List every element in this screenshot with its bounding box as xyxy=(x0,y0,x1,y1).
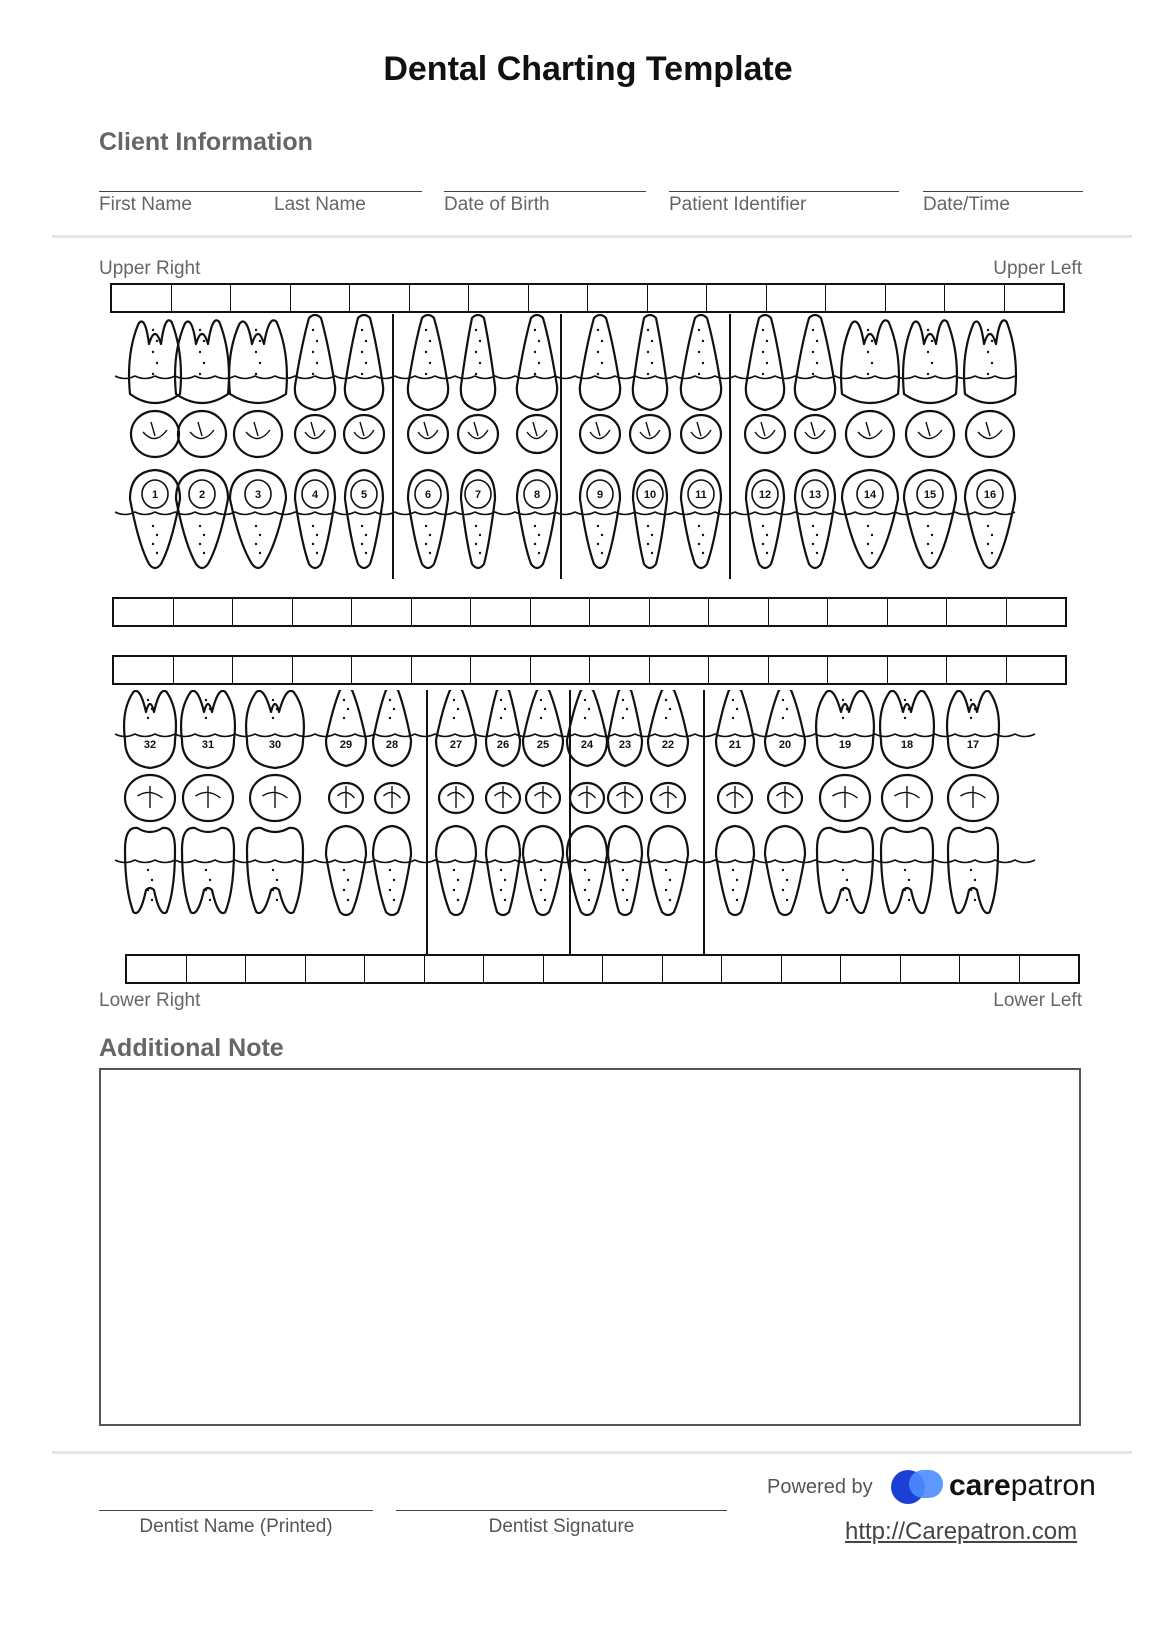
dentist-name-line[interactable] xyxy=(99,1510,373,1511)
tooth-numbered xyxy=(842,470,898,568)
upper-occlusal-row xyxy=(131,411,1014,457)
tooth-numbered xyxy=(746,470,784,568)
chart-cell[interactable] xyxy=(1007,657,1066,683)
tooth-root-view xyxy=(461,315,495,410)
lower-right-label: Lower Right xyxy=(99,990,201,1011)
tooth-number-label: 7 xyxy=(474,489,482,501)
chart-cell[interactable] xyxy=(484,956,544,982)
chart-cell[interactable] xyxy=(114,599,174,625)
tooth-numbered xyxy=(124,691,176,768)
additional-note-box[interactable] xyxy=(99,1068,1081,1426)
dentist-name-label: Dentist Name (Printed) xyxy=(139,1516,333,1537)
chart-cell[interactable] xyxy=(767,285,827,311)
chart-cell[interactable] xyxy=(888,599,948,625)
tooth-number-label: 4 xyxy=(311,489,319,501)
gum-line xyxy=(115,512,1015,515)
tooth-root-view xyxy=(345,315,383,410)
tooth-root-view xyxy=(373,826,411,915)
tooth-occlusal-view xyxy=(375,783,409,813)
tooth-number-label: 2 xyxy=(198,489,206,501)
tooth-numbered xyxy=(176,470,228,568)
carepatron-wordmark xyxy=(949,1469,1096,1503)
patient-id-field-line[interactable] xyxy=(669,191,899,192)
tooth-numbered xyxy=(567,690,607,766)
tooth-number-label: 27 xyxy=(449,739,463,751)
tooth-number-label: 28 xyxy=(385,739,399,751)
tooth-occlusal-view xyxy=(329,783,363,813)
chart-cell[interactable] xyxy=(707,285,767,311)
tooth-occlusal-view xyxy=(458,415,498,453)
last-name-label: Last Name xyxy=(274,194,366,215)
tooth-root-view xyxy=(523,826,563,915)
tooth-numbered xyxy=(580,470,620,568)
tooth-number-label: 19 xyxy=(838,739,852,751)
tooth-number-label: 22 xyxy=(661,739,675,751)
tooth-numbered xyxy=(246,691,304,768)
tooth-numbered xyxy=(880,691,934,768)
tooth-root-view xyxy=(229,320,287,403)
tooth-occlusal-view xyxy=(570,783,604,813)
chart-cell[interactable] xyxy=(826,285,886,311)
chart-cell[interactable] xyxy=(246,956,306,982)
tooth-root-view xyxy=(716,826,754,915)
tooth-occlusal-view xyxy=(439,783,473,813)
tooth-root-view xyxy=(817,828,873,913)
dentist-signature-label: Dentist Signature xyxy=(488,1516,635,1537)
tooth-root-view xyxy=(648,826,688,915)
tooth-occlusal-view xyxy=(250,775,300,821)
tooth-occlusal-view xyxy=(630,415,670,453)
chart-cell[interactable] xyxy=(603,956,663,982)
chart-cell[interactable] xyxy=(352,599,412,625)
tooth-numbered xyxy=(795,470,835,568)
chart-cell[interactable] xyxy=(172,285,232,311)
chart-cell[interactable] xyxy=(650,599,710,625)
lower-occlusal-row xyxy=(125,775,998,821)
tooth-occlusal-view xyxy=(526,783,560,813)
datetime-label: Date/Time xyxy=(923,194,1010,215)
chart-cell[interactable] xyxy=(888,657,948,683)
tooth-root-view xyxy=(948,828,998,913)
tooth-number-label: 8 xyxy=(533,489,541,501)
chart-cell[interactable] xyxy=(410,285,470,311)
tooth-root-view xyxy=(125,828,175,913)
tooth-root-view xyxy=(486,826,520,915)
tooth-occlusal-view xyxy=(178,411,226,457)
tooth-root-view xyxy=(326,826,366,915)
lower-root-row xyxy=(115,826,1035,915)
chart-cell[interactable] xyxy=(471,599,531,625)
chart-cell[interactable] xyxy=(350,285,410,311)
additional-note-heading: Additional Note xyxy=(99,1034,284,1062)
tooth-numbered xyxy=(633,470,667,568)
chart-cell[interactable] xyxy=(769,657,829,683)
tooth-number-label: 17 xyxy=(966,739,980,751)
chart-cell[interactable] xyxy=(187,956,247,982)
tooth-root-view xyxy=(964,320,1016,403)
upper-buccal-row[interactable] xyxy=(110,283,1065,313)
chart-cell[interactable] xyxy=(590,599,650,625)
chart-cell[interactable] xyxy=(590,657,650,683)
tooth-root-view xyxy=(795,315,835,410)
chart-cell[interactable] xyxy=(648,285,708,311)
lower-numbered-row xyxy=(115,690,1035,768)
tooth-numbered xyxy=(486,690,520,766)
tooth-occlusal-view xyxy=(408,415,448,453)
chart-cell[interactable] xyxy=(1007,599,1066,625)
tooth-number-label: 30 xyxy=(268,739,282,751)
tooth-numbered xyxy=(517,470,557,568)
tooth-number-label: 24 xyxy=(580,739,594,751)
chart-cell[interactable] xyxy=(112,285,172,311)
tooth-root-view xyxy=(295,315,335,410)
tooth-occlusal-view xyxy=(948,775,998,821)
lower-buccal-row[interactable] xyxy=(125,954,1080,984)
upper-right-label: Upper Right xyxy=(99,258,201,279)
chart-cell[interactable] xyxy=(901,956,961,982)
chart-cell[interactable] xyxy=(174,599,234,625)
chart-cell[interactable] xyxy=(293,599,353,625)
tooth-number-label: 16 xyxy=(983,489,997,501)
chart-cell[interactable] xyxy=(352,657,412,683)
tooth-number-label: 31 xyxy=(201,739,215,751)
chart-cell[interactable] xyxy=(174,657,234,683)
chart-cell[interactable] xyxy=(1020,956,1079,982)
tooth-numbered xyxy=(947,691,999,768)
tooth-occlusal-view xyxy=(846,411,894,457)
datetime-field-line[interactable] xyxy=(923,191,1083,192)
powered-by-label: Powered by xyxy=(767,1476,873,1498)
tooth-numbered xyxy=(608,690,642,766)
chart-cell[interactable] xyxy=(588,285,648,311)
tooth-occlusal-view xyxy=(295,415,335,453)
chart-cell[interactable] xyxy=(828,657,888,683)
carepatron-logo-icon xyxy=(891,1468,945,1506)
tooth-occlusal-view xyxy=(768,783,802,813)
tooth-number-label: 23 xyxy=(618,739,632,751)
section-divider xyxy=(52,235,1132,238)
brand-bold: care xyxy=(949,1469,1011,1502)
quadrant-dividers xyxy=(427,690,704,955)
tooth-number-label: 11 xyxy=(695,489,707,501)
tooth-numbered xyxy=(436,690,476,766)
chart-cell[interactable] xyxy=(425,956,485,982)
tooth-occlusal-view xyxy=(517,415,557,453)
brand-rest: patron xyxy=(1010,1469,1096,1502)
chart-cell[interactable] xyxy=(469,285,529,311)
name-field-line[interactable] xyxy=(99,191,422,192)
chart-cell[interactable] xyxy=(531,657,591,683)
tooth-root-view xyxy=(580,315,620,410)
chart-cell[interactable] xyxy=(471,657,531,683)
chart-cell[interactable] xyxy=(233,657,293,683)
tooth-occlusal-view xyxy=(795,415,835,453)
tooth-numbered xyxy=(904,470,956,568)
tooth-occlusal-view xyxy=(486,783,520,813)
tooth-occlusal-view xyxy=(681,415,721,453)
upper-teeth-diagram xyxy=(110,314,1060,594)
tooth-numbered xyxy=(230,470,286,568)
tooth-root-view xyxy=(841,320,899,403)
tooth-occlusal-view xyxy=(580,415,620,453)
tooth-occlusal-view xyxy=(906,411,954,457)
tooth-number-label: 12 xyxy=(758,489,772,501)
tooth-numbered xyxy=(648,690,688,766)
tooth-number-label: 6 xyxy=(424,489,432,501)
tooth-numbered xyxy=(130,470,180,568)
tooth-numbered xyxy=(345,470,383,568)
tooth-occlusal-view xyxy=(651,783,685,813)
chart-cell[interactable] xyxy=(709,599,769,625)
tooth-numbered xyxy=(461,470,495,568)
chart-cell[interactable] xyxy=(782,956,842,982)
patient-id-label: Patient Identifier xyxy=(669,194,807,215)
dob-label: Date of Birth xyxy=(444,194,550,215)
chart-cell[interactable] xyxy=(947,657,1007,683)
chart-cell[interactable] xyxy=(233,599,293,625)
tooth-root-view xyxy=(517,315,557,410)
page-title: Dental Charting Template xyxy=(383,50,793,88)
chart-cell[interactable] xyxy=(841,956,901,982)
tooth-numbered xyxy=(295,470,335,568)
chart-cell[interactable] xyxy=(412,599,472,625)
gum-line xyxy=(115,860,1035,863)
tooth-root-view xyxy=(129,320,181,403)
tooth-root-view xyxy=(608,826,642,915)
chart-cell[interactable] xyxy=(531,599,591,625)
tooth-numbered xyxy=(816,691,874,768)
chart-cell[interactable] xyxy=(1005,285,1064,311)
tooth-number-label: 14 xyxy=(863,489,877,501)
lower-teeth-diagram xyxy=(110,690,1070,955)
upper-root-row xyxy=(115,315,1016,410)
tooth-numbered xyxy=(408,470,448,568)
dentist-signature-line[interactable] xyxy=(396,1510,727,1511)
chart-cell[interactable] xyxy=(365,956,425,982)
first-name-label: First Name xyxy=(99,194,192,215)
tooth-numbered xyxy=(181,691,235,768)
tooth-number-label: 21 xyxy=(728,739,742,751)
tooth-root-view xyxy=(903,320,957,403)
tooth-root-view xyxy=(567,826,607,915)
tooth-number-label: 26 xyxy=(496,739,510,751)
chart-cell[interactable] xyxy=(960,956,1020,982)
chart-cell[interactable] xyxy=(529,285,589,311)
tooth-number-label: 15 xyxy=(923,489,937,501)
tooth-number-label: 10 xyxy=(643,489,657,501)
tooth-root-view xyxy=(746,315,784,410)
upper-numbered-row xyxy=(115,470,1015,568)
tooth-number-label: 18 xyxy=(900,739,914,751)
gum-line xyxy=(115,734,1035,737)
chart-cell[interactable] xyxy=(231,285,291,311)
dob-field-line[interactable] xyxy=(444,191,646,192)
carepatron-link[interactable]: http://Carepatron.com xyxy=(845,1518,1078,1545)
tooth-numbered xyxy=(716,690,754,766)
tooth-numbered xyxy=(523,690,563,766)
tooth-numbered xyxy=(965,470,1015,568)
tooth-root-view xyxy=(247,828,303,913)
tooth-occlusal-view xyxy=(183,775,233,821)
tooth-occlusal-view xyxy=(344,415,384,453)
chart-cell[interactable] xyxy=(663,956,723,982)
chart-cell[interactable] xyxy=(291,285,351,311)
tooth-number-label: 9 xyxy=(596,489,604,501)
tooth-root-view xyxy=(175,320,229,403)
chart-cell[interactable] xyxy=(722,956,782,982)
chart-cell[interactable] xyxy=(828,599,888,625)
tooth-root-view xyxy=(408,315,448,410)
chart-cell[interactable] xyxy=(947,599,1007,625)
tooth-number-label: 1 xyxy=(151,489,159,501)
tooth-occlusal-view xyxy=(745,415,785,453)
tooth-numbered xyxy=(681,470,721,568)
lower-left-label: Lower Left xyxy=(993,990,1082,1011)
tooth-root-view xyxy=(182,828,234,913)
tooth-root-view xyxy=(681,315,721,410)
footer-divider xyxy=(52,1451,1132,1454)
chart-cell[interactable] xyxy=(293,657,353,683)
gum-line xyxy=(115,376,1015,379)
tooth-occlusal-view xyxy=(882,775,932,821)
chart-cell[interactable] xyxy=(886,285,946,311)
tooth-number-label: 20 xyxy=(778,739,792,751)
chart-cell[interactable] xyxy=(709,657,769,683)
tooth-number-label: 13 xyxy=(808,489,822,501)
tooth-numbered xyxy=(326,690,366,766)
tooth-occlusal-view xyxy=(966,411,1014,457)
tooth-root-view xyxy=(633,315,667,410)
client-info-heading: Client Information xyxy=(99,128,313,156)
tooth-root-view xyxy=(765,826,805,915)
upper-lingual-row[interactable] xyxy=(112,597,1067,627)
tooth-occlusal-view xyxy=(131,411,179,457)
tooth-number-label: 25 xyxy=(536,739,550,751)
chart-cell[interactable] xyxy=(945,285,1005,311)
tooth-occlusal-view xyxy=(125,775,175,821)
tooth-occlusal-view xyxy=(608,783,642,813)
tooth-number-label: 29 xyxy=(339,739,353,751)
chart-cell[interactable] xyxy=(769,599,829,625)
chart-cell[interactable] xyxy=(544,956,604,982)
tooth-numbered xyxy=(373,690,411,766)
tooth-number-label: 32 xyxy=(143,739,157,751)
tooth-root-view xyxy=(436,826,476,915)
chart-cell[interactable] xyxy=(650,657,710,683)
tooth-numbered xyxy=(765,690,805,766)
tooth-occlusal-view xyxy=(718,783,752,813)
chart-cell[interactable] xyxy=(127,956,187,982)
tooth-occlusal-view xyxy=(234,411,282,457)
chart-cell[interactable] xyxy=(306,956,366,982)
tooth-root-view xyxy=(881,828,933,913)
chart-cell[interactable] xyxy=(114,657,174,683)
tooth-occlusal-view xyxy=(820,775,870,821)
tooth-number-label: 5 xyxy=(360,489,368,501)
tooth-number-label: 3 xyxy=(254,489,262,501)
chart-cell[interactable] xyxy=(412,657,472,683)
lower-lingual-row[interactable] xyxy=(112,655,1067,685)
upper-left-label: Upper Left xyxy=(993,258,1082,279)
